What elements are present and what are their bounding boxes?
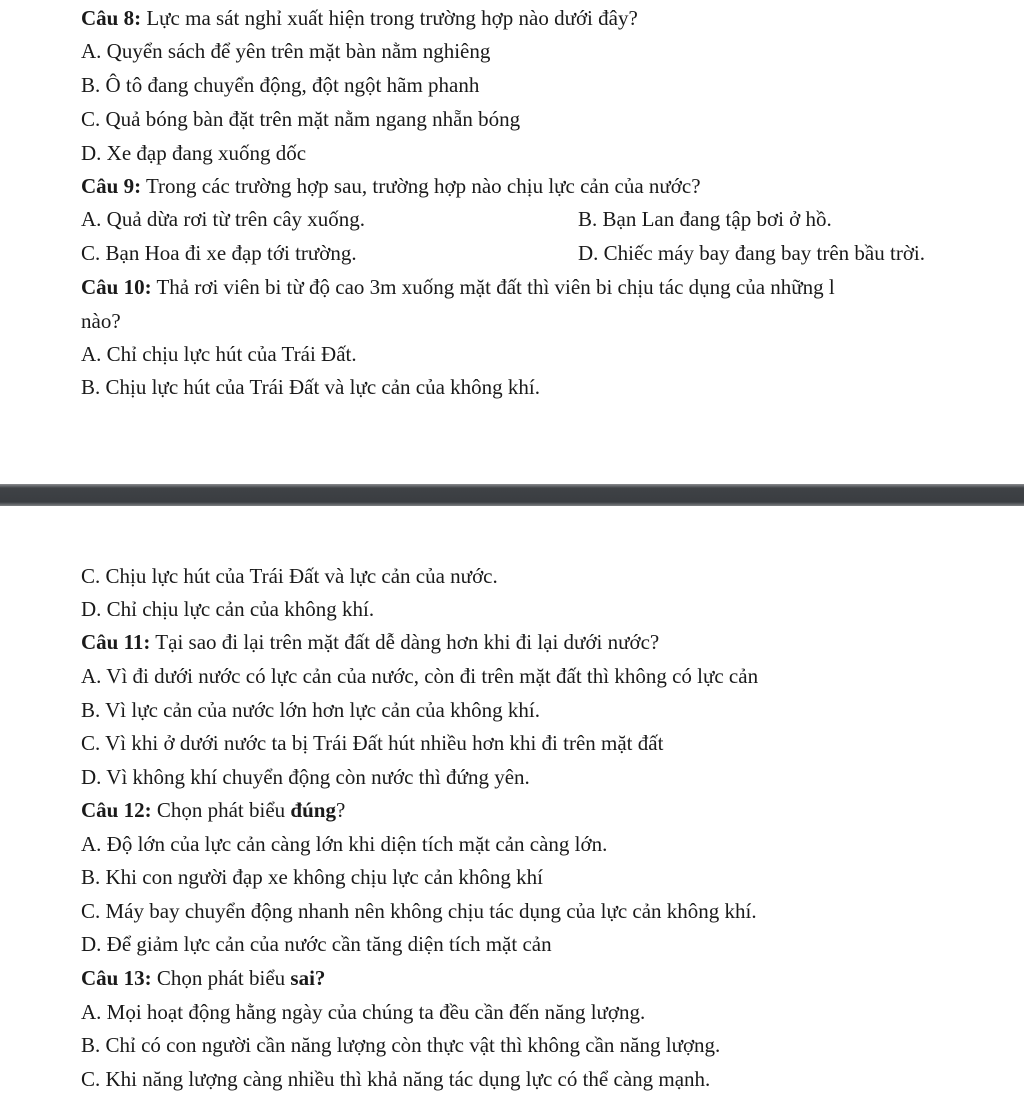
question-8-label: Câu 8: xyxy=(81,6,142,30)
page-break-divider xyxy=(0,484,1024,506)
question-9-text: Trong các trường hợp sau, trường hợp nào chịu lực cản của nước? xyxy=(141,174,701,198)
question-9-option-c: C. Bạn Hoa đi xe đạp tới trường. xyxy=(81,241,357,265)
question-12-text: Chọn phát biểu xyxy=(151,798,291,822)
question-11-label: Câu 11: xyxy=(81,630,151,654)
question-13-emphasis: sai? xyxy=(290,966,326,990)
question-12-option-c: C. Máy bay chuyển động nhanh nên không chịu tác dụng của lực cản không khí. xyxy=(81,899,757,923)
question-12-option-a: A. Độ lớn của lực cản càng lớn khi diện tích mặt cản càng lớn. xyxy=(81,832,608,856)
question-10-option-c: C. Chịu lực hút của Trái Đất và lực cản của nước. xyxy=(81,564,498,588)
question-10 xyxy=(81,274,835,300)
question-10-text: Thả rơi viên bi từ độ cao 3m xuống mặt đất thì viên bi chịu tác dụng của những l xyxy=(151,275,835,299)
question-9-option-d: D. Chiếc máy bay đang bay trên bầu trời. xyxy=(578,241,926,265)
question-11 xyxy=(81,629,659,655)
question-9-label: Câu 9: xyxy=(81,174,142,198)
question-12-option-d: D. Để giảm lực cản của nước cần tăng diện tích mặt cản xyxy=(81,932,552,956)
question-13 xyxy=(81,965,325,991)
question-8-option-d: D. Xe đạp đang xuống dốc xyxy=(81,141,307,165)
question-11-option-a: A. Vì đi dưới nước có lực cản của nước, còn đi trên mặt đất thì không có lực cản xyxy=(81,664,759,688)
question-10-option-a: A. Chỉ chịu lực hút của Trái Đất. xyxy=(81,342,357,366)
question-8-option-a: A. Quyển sách để yên trên mặt bàn nằm nghiêng xyxy=(81,39,491,63)
question-13-option-b: B. Chỉ có con người cần năng lượng còn thực vật thì không cần năng lượng. xyxy=(81,1033,721,1057)
question-10-option-b: B. Chịu lực hút của Trái Đất và lực cản của không khí. xyxy=(81,375,541,399)
question-11-option-d: D. Vì không khí chuyển động còn nước thì đứng yên. xyxy=(81,765,530,789)
question-8-text: Lực ma sát nghỉ xuất hiện trong trường hợp nào dưới đây? xyxy=(141,6,638,30)
question-9 xyxy=(81,173,701,199)
question-13-option-c: C. Khi năng lượng càng nhiều thì khả năng tác dụng lực có thể càng mạnh. xyxy=(81,1067,711,1091)
question-12 xyxy=(81,797,345,823)
question-13-option-a: A. Mọi hoạt động hằng ngày của chúng ta đều cần đến năng lượng. xyxy=(81,1000,646,1024)
question-13-label: Câu 13: xyxy=(81,966,152,990)
question-11-option-c: C. Vì khi ở dưới nước ta bị Trái Đất hút nhiều hơn khi đi trên mặt đất xyxy=(81,731,664,755)
question-9-option-b: B. Bạn Lan đang tập bơi ở hồ. xyxy=(578,207,832,231)
question-9-option-a: A. Quả dừa rơi từ trên cây xuống. xyxy=(81,207,366,231)
document-page-bottom xyxy=(0,506,1024,1104)
question-11-text: Tại sao đi lại trên mặt đất dễ dàng hơn khi đi lại dưới nước? xyxy=(150,630,660,654)
question-12-tail: ? xyxy=(335,798,346,822)
question-11-option-b: B. Vì lực cản của nước lớn hơn lực cản của không khí. xyxy=(81,698,540,722)
question-8-option-b: B. Ô tô đang chuyển động, đột ngột hãm phanh xyxy=(81,73,480,97)
question-12-label: Câu 12: xyxy=(81,798,152,822)
document-page-top xyxy=(0,0,1024,484)
question-13-text: Chọn phát biểu xyxy=(151,966,291,990)
question-12-emphasis: đúng xyxy=(290,798,336,822)
question-12-option-b: B. Khi con người đạp xe không chịu lực cản không khí xyxy=(81,865,543,889)
question-10-option-d: D. Chỉ chịu lực cản của không khí. xyxy=(81,597,375,621)
question-10-label: Câu 10: xyxy=(81,275,152,299)
question-8-option-c: C. Quả bóng bàn đặt trên mặt nằm ngang nhẵn bóng xyxy=(81,107,521,131)
question-8 xyxy=(81,5,638,31)
question-10-text-continued: nào? xyxy=(81,309,121,333)
